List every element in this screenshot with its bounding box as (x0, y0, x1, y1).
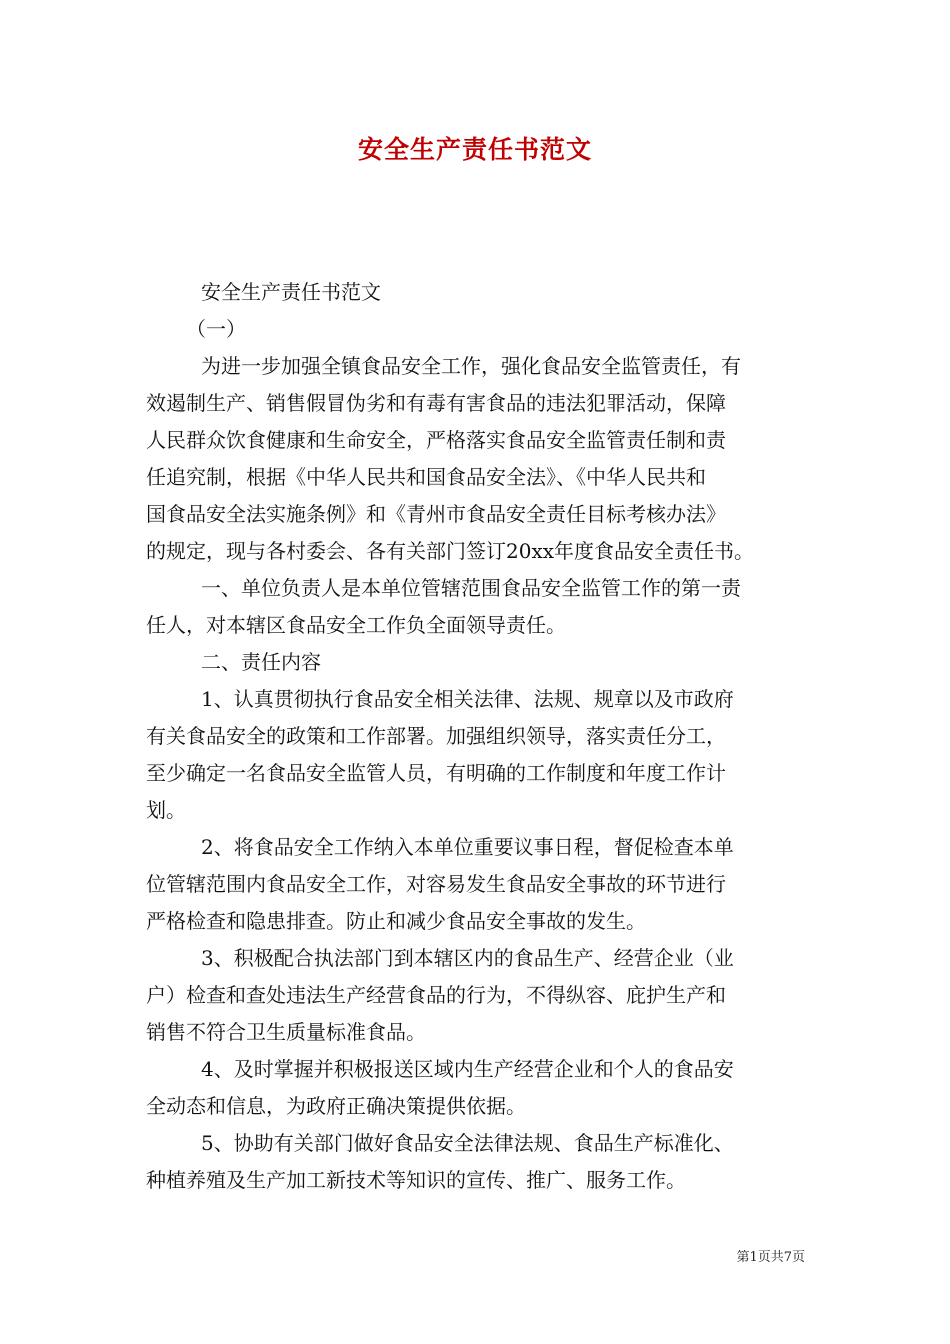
page-number: 第1页共7页 (736, 1250, 805, 1265)
paragraph-line: 全动态和信息，为政府正确决策提供依据。 (146, 1094, 526, 1118)
paragraph-line: 的规定，现与各村委会、各有关部门签订20xx年度食品安全责任书。 (146, 539, 755, 563)
paragraph-line: 销售不符合卫生质量标准食品。 (146, 1020, 426, 1044)
paragraph-line: 任人，对本辖区食品安全工作负全面领导责任。 (146, 613, 566, 637)
paragraph-line: 人民群众饮食健康和生命安全，严格落实食品安全监管责任制和责 (146, 428, 726, 452)
paragraph-line: 效遏制生产、销售假冒伪劣和有毒有害食品的违法犯罪活动，保障 (146, 391, 726, 415)
paragraph-line: 4、及时掌握并积极报送区域内生产经营企业和个人的食品安 (201, 1057, 734, 1081)
document-title: 安全生产责任书范文 (357, 135, 592, 164)
paragraph-line: 3、积极配合执法部门到本辖区内的食品生产、经营企业（业 (201, 946, 734, 970)
paragraph-line: 5、协助有关部门做好食品安全法律法规、食品生产标准化、 (201, 1131, 734, 1155)
paragraph-line: 位管辖范围内食品安全工作，对容易发生食品安全事故的环节进行 (146, 872, 726, 896)
paragraph-line: 划。 (146, 798, 186, 822)
document-body (146, 274, 810, 1199)
section-heading-line: 二、责任内容 (201, 650, 321, 674)
paragraph-line: 种植养殖及生产加工新技术等知识的宣传、推广、服务工作。 (146, 1168, 686, 1192)
paragraph-line: 有关食品安全的政策和工作部署。加强组织领导，落实责任分工， (146, 724, 726, 748)
paragraph-line: 为进一步加强全镇食品安全工作，强化食品安全监管责任，有 (201, 354, 741, 378)
paragraph-line: 2、将食品安全工作纳入本单位重要议事日程，督促检查本单 (201, 835, 734, 859)
paragraph-line: 一、单位负责人是本单位管辖范围食品安全监管工作的第一责 (201, 576, 741, 600)
paragraph-line: 1、认真贯彻执行食品安全相关法律、法规、规章以及市政府 (201, 687, 734, 711)
section-number-line: （一） (186, 317, 246, 341)
subtitle-line: 安全生产责任书范文 (201, 280, 381, 304)
paragraph-line: 任追究制，根据《中华人民共和国食品安全法》、《中华人民共和 (146, 465, 706, 489)
paragraph-line: 严格检查和隐患排查。防止和减少食品安全事故的发生。 (146, 909, 646, 933)
paragraph-line: 国食品安全法实施条例》和《青州市食品安全责任目标考核办法》 (146, 502, 726, 526)
paragraph-line: 至少确定一名食品安全监管人员，有明确的工作制度和年度工作计 (146, 761, 726, 785)
paragraph-line: 户）检查和查处违法生产经营食品的行为，不得纵容、庇护生产和 (146, 983, 726, 1007)
